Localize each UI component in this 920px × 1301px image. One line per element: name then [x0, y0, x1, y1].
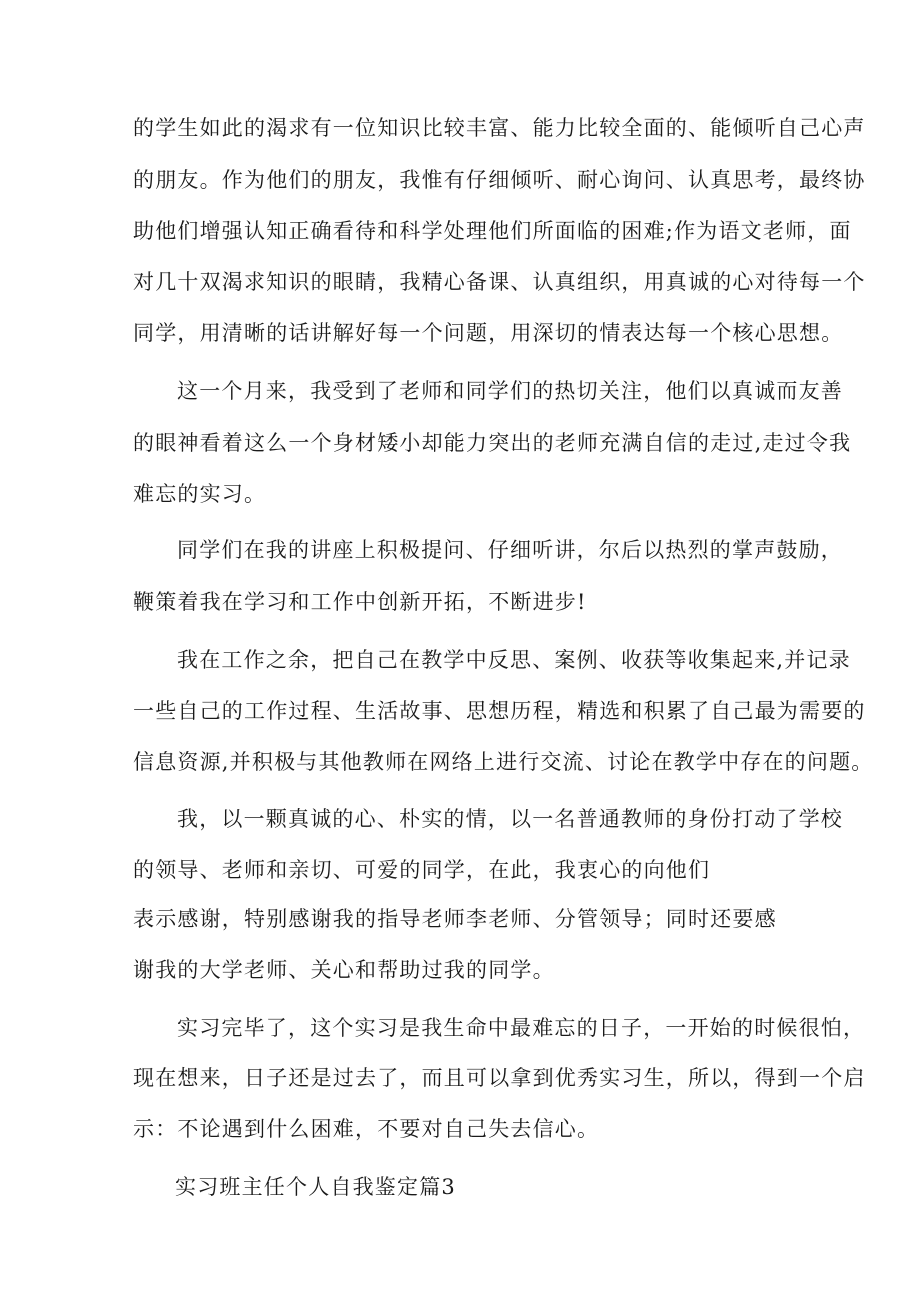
- text-line: 的朋友。作为他们的朋友，我惟有仔细倾听、耐心询问、认真思考，最终协: [133, 168, 866, 192]
- text-line: 谢我的大学老师、关心和帮助过我的同学。: [133, 958, 555, 982]
- text-line: 现在想来，日子还是过去了，而且可以拿到优秀实习生，所以，得到一个启: [133, 1066, 866, 1090]
- text-line: 表示感谢，特别感谢我的指导老师李老师、分管领导；同时还要感: [133, 907, 777, 931]
- text-line: 一些自己的工作过程、生活故事、思想历程，精选和积累了自己最为需要的: [133, 699, 866, 723]
- text-line: 同学们在我的讲座上积极提问、仔细听讲，尔后以热烈的掌声鼓励，: [177, 538, 843, 562]
- text-line: 示：不论遇到什么困难，不要对自己失去信心。: [133, 1117, 600, 1141]
- text-line: 实习完毕了，这个实习是我生命中最难忘的日子，一开始的时候很怕，: [177, 1016, 866, 1040]
- section-heading: 实习班主任个人自我鉴定篇3: [175, 1175, 456, 1199]
- text-line: 我，以一颗真诚的心、朴实的情，以一名普通教师的身份打动了学校: [177, 807, 843, 831]
- text-line: 信息资源,并积极与其他教师在网络上进行交流、讨论在教学中存在的问题。: [133, 750, 874, 774]
- text-line: 同学，用清晰的话讲解好每一个问题，用深切的情表达每一个核心思想。: [133, 321, 844, 345]
- text-line: 的学生如此的渴求有一位知识比较丰富、能力比较全面的、能倾听自己心声: [133, 116, 866, 140]
- text-line: 鞭策着我在学习和工作中创新开拓，不断进步!: [133, 590, 587, 614]
- text-line: 的领导、老师和亲切、可爱的同学，在此，我衷心的向他们: [133, 858, 711, 882]
- text-line: 对几十双渴求知识的眼睛，我精心备课、认真组织，用真诚的心对待每一个: [133, 270, 866, 294]
- text-line: 助他们增强认知正确看待和科学处理他们所面临的困难;作为语文老师，面: [133, 219, 852, 243]
- text-line: 难忘的实习。: [133, 482, 267, 506]
- text-line: 这一个月来，我受到了老师和同学们的热切关注，他们以真诚而友善: [177, 379, 843, 403]
- text-line: 的眼神看着这么一个身材矮小却能力突出的老师充满自信的走过,走过令我: [133, 431, 852, 455]
- text-line: 我在工作之余，把自己在教学中反思、案例、收获等收集起来,并记录: [177, 648, 851, 672]
